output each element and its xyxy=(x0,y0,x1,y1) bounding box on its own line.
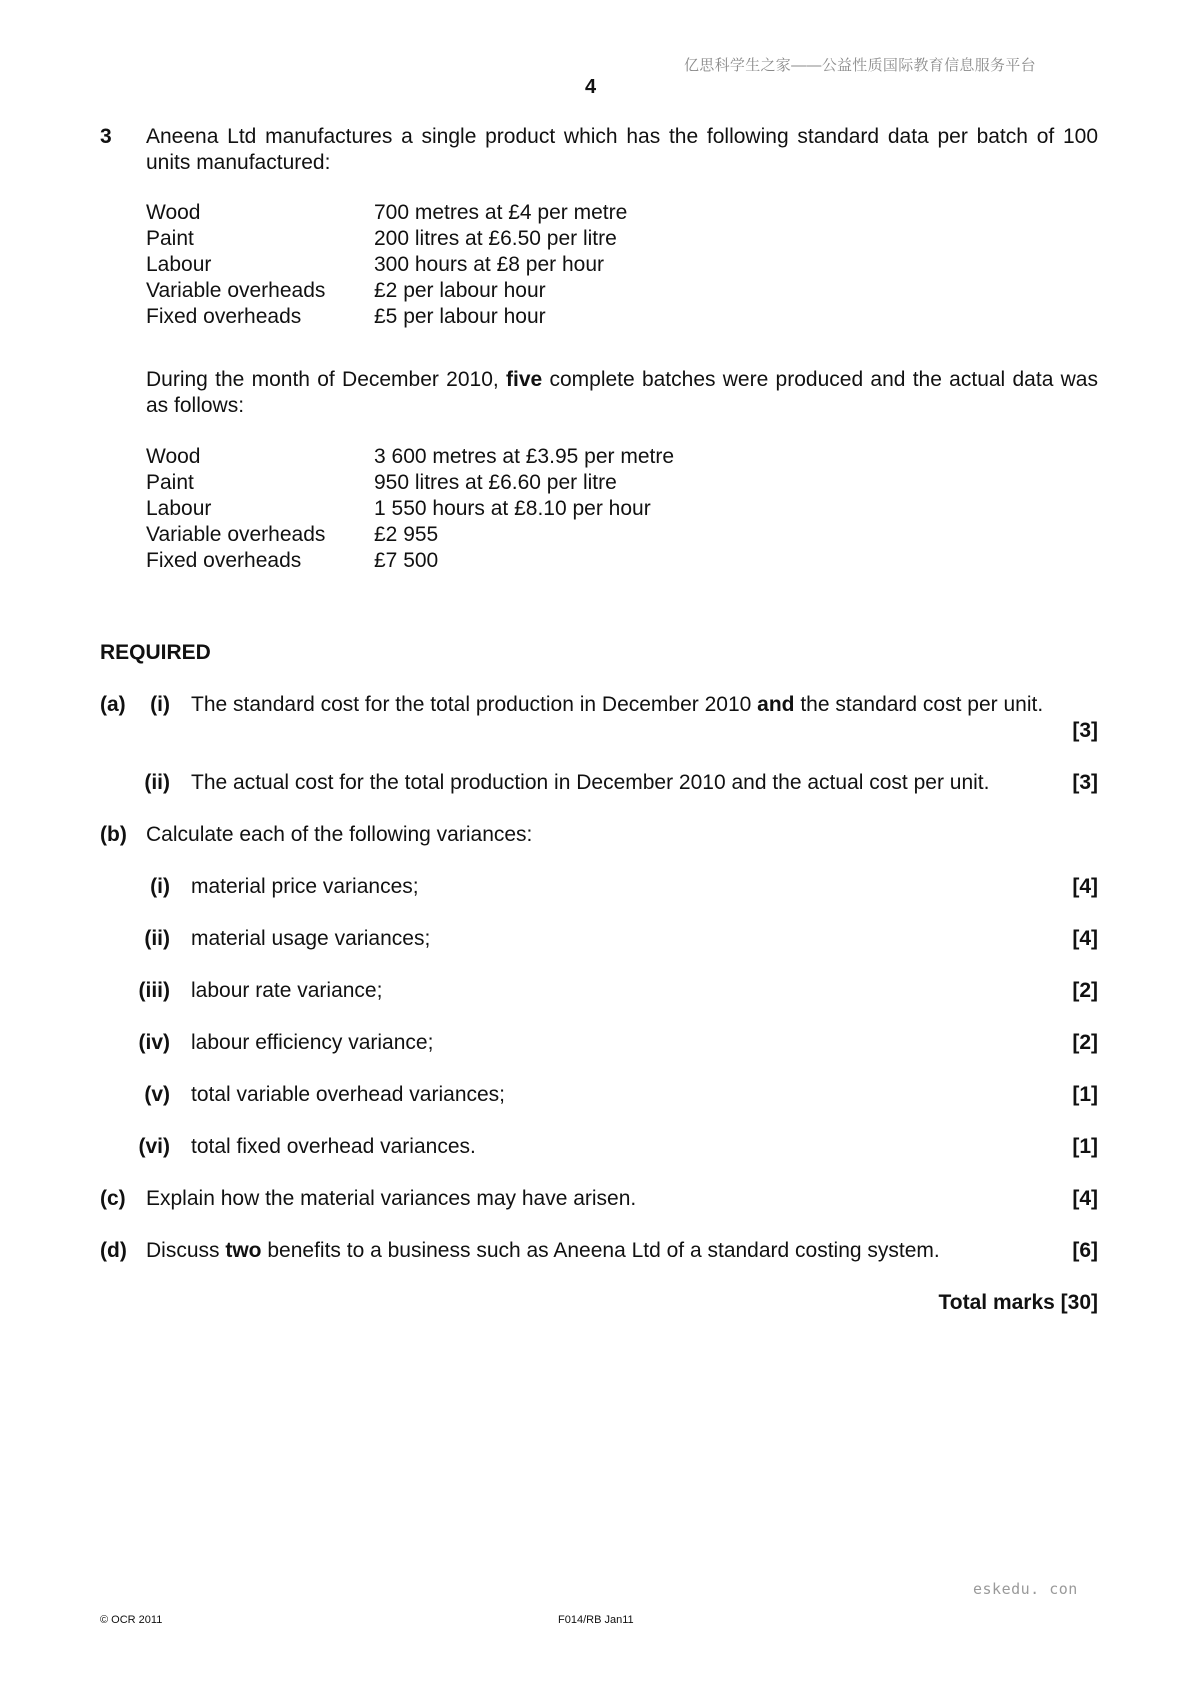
row-value: 950 litres at £6.60 per litre xyxy=(374,471,617,494)
part-b-item-mark: [2] xyxy=(1072,1031,1098,1054)
actual-intro xyxy=(146,367,1098,419)
standard-data-row xyxy=(146,226,627,252)
actual-intro-bold: five xyxy=(506,368,543,391)
row-label: Fixed overheads xyxy=(146,549,302,572)
part-b-item-mark: [1] xyxy=(1072,1083,1098,1106)
part-b-item-text: total variable overhead variances; xyxy=(191,1083,506,1106)
part-d-text xyxy=(146,1238,940,1264)
part-b-item-num: (vi) xyxy=(138,1135,170,1158)
row-value: £2 per labour hour xyxy=(374,279,546,302)
part-a-ii-mark: [3] xyxy=(1072,771,1098,794)
part-b-item-mark: [2] xyxy=(1072,979,1098,1002)
part-a-letter: (a) xyxy=(100,693,126,716)
footer-copyright: © OCR 2011 xyxy=(100,1614,163,1626)
part-c-letter: (c) xyxy=(100,1187,126,1210)
footer-watermark: eskedu. con xyxy=(973,1580,1078,1598)
part-a-i-text-bold: and xyxy=(757,693,795,716)
standard-data-table xyxy=(146,200,627,330)
footer-code: F014/RB Jan11 xyxy=(558,1614,634,1626)
actual-data-row xyxy=(146,522,674,548)
standard-data-row xyxy=(146,304,627,330)
row-value: 700 metres at £4 per metre xyxy=(374,201,628,224)
row-value: £2 955 xyxy=(374,523,439,546)
page-number: 4 xyxy=(585,76,597,98)
row-value: 300 hours at £8 per hour xyxy=(374,253,604,276)
row-label: Variable overheads xyxy=(146,279,326,302)
standard-data-row xyxy=(146,278,627,304)
part-b-item-text: labour efficiency variance; xyxy=(191,1031,434,1054)
total-marks: Total marks [30] xyxy=(938,1291,1098,1314)
row-label: Wood xyxy=(146,445,201,468)
row-label: Labour xyxy=(146,497,212,520)
part-b-item-num: (iii) xyxy=(138,979,170,1002)
part-b-item-num: (ii) xyxy=(144,927,170,950)
part-b-item-text: total fixed overhead variances. xyxy=(191,1135,476,1158)
actual-intro-text-end: complete batches were produced and the actual data was as follows: xyxy=(146,368,1098,417)
actual-intro-text: During the month of December 2010, xyxy=(146,368,506,391)
part-a-i-text xyxy=(191,692,1043,718)
row-value: 1 550 hours at £8.10 per hour xyxy=(374,497,651,520)
part-a-ii-text: The actual cost for the total production in December 2010 and the actual cost per unit. xyxy=(191,771,990,794)
row-label: Paint xyxy=(146,227,194,250)
part-d-letter: (d) xyxy=(100,1239,127,1262)
actual-data-row xyxy=(146,444,674,470)
part-c-mark: [4] xyxy=(1072,1187,1098,1210)
part-d-text-end: benefits to a business such as Aneena Ltd of a standard costing system. xyxy=(261,1239,940,1262)
part-c-text: Explain how the material variances may have arisen. xyxy=(146,1187,637,1210)
actual-data-row xyxy=(146,470,674,496)
row-value: £5 per labour hour xyxy=(374,305,546,328)
part-b-letter: (b) xyxy=(100,823,127,846)
standard-data-row xyxy=(146,252,627,278)
row-label: Labour xyxy=(146,253,212,276)
row-label: Fixed overheads xyxy=(146,305,302,328)
part-d-mark: [6] xyxy=(1072,1239,1098,1262)
part-b-item-mark: [4] xyxy=(1072,927,1098,950)
row-value: £7 500 xyxy=(374,549,439,572)
part-b-item-text: material usage variances; xyxy=(191,927,431,950)
header-watermark: 亿思科学生之家——公益性质国际教育信息服务平台 xyxy=(684,57,1036,74)
part-d-text-start: Discuss xyxy=(146,1239,226,1262)
part-b-item-text: labour rate variance; xyxy=(191,979,383,1002)
part-a-i-text-end: the standard cost per unit. xyxy=(794,693,1044,716)
question-intro: Aneena Ltd manufactures a single product which has the following standard data per batch of 100 units manufactured: xyxy=(146,125,1098,174)
part-a-ii-num: (ii) xyxy=(144,771,170,794)
row-label: Paint xyxy=(146,471,194,494)
standard-data-row xyxy=(146,200,627,226)
part-d-text-bold: two xyxy=(225,1239,262,1262)
row-value: 200 litres at £6.50 per litre xyxy=(374,227,617,250)
required-heading: REQUIRED xyxy=(100,641,211,664)
part-b-item-num: (iv) xyxy=(138,1031,170,1054)
part-a-i-num: (i) xyxy=(150,693,170,716)
part-a-i-text-start: The standard cost for the total production in December 2010 xyxy=(191,693,758,716)
part-b-item-num: (i) xyxy=(150,875,170,898)
part-b-text: Calculate each of the following variances: xyxy=(146,823,533,846)
actual-data-row xyxy=(146,496,674,522)
part-b-item-mark: [1] xyxy=(1072,1135,1098,1158)
row-value: 3 600 metres at £3.95 per metre xyxy=(374,445,674,468)
row-label: Wood xyxy=(146,201,201,224)
row-label: Variable overheads xyxy=(146,523,326,546)
part-a-i-mark: [3] xyxy=(1072,719,1098,742)
actual-data-row xyxy=(146,548,674,574)
part-b-item-num: (v) xyxy=(144,1083,170,1106)
part-b-item-mark: [4] xyxy=(1072,875,1098,898)
actual-data-table xyxy=(146,444,674,574)
part-b-item-text: material price variances; xyxy=(191,875,419,898)
question-number: 3 xyxy=(100,125,112,148)
